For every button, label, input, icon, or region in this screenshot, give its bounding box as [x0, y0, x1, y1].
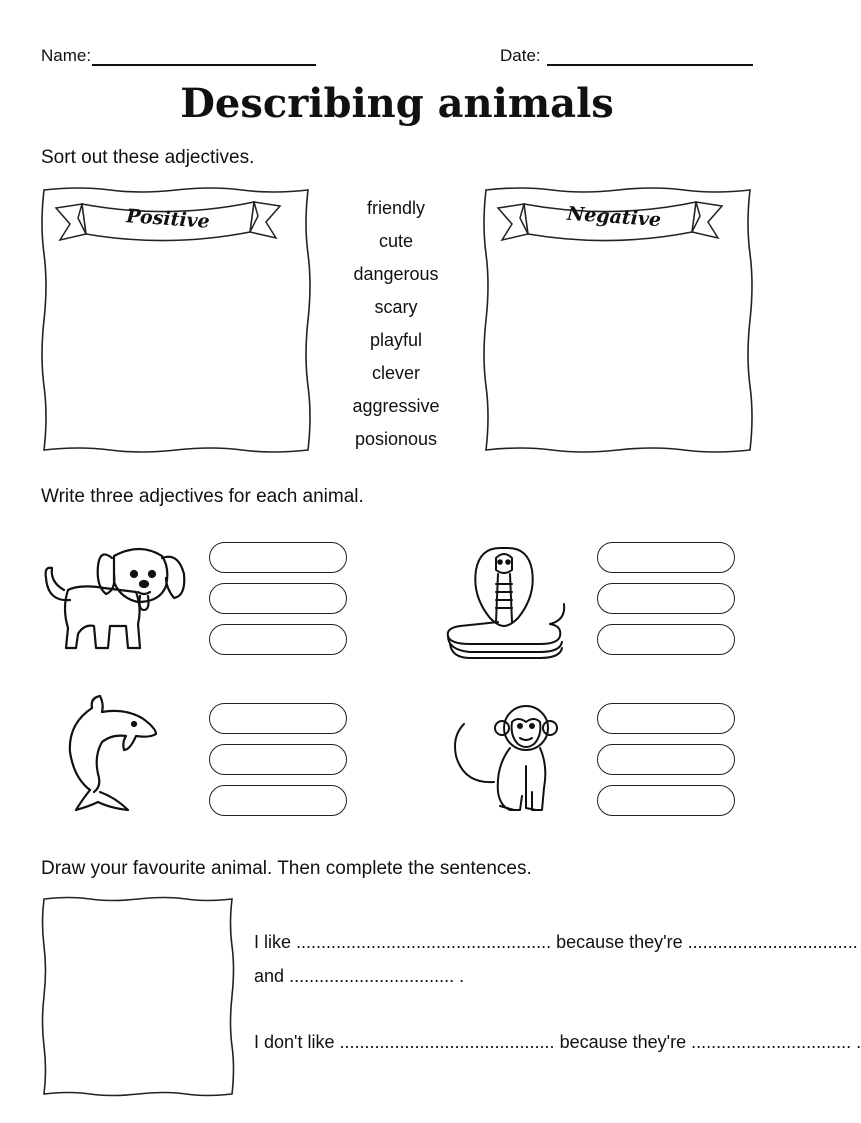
cobra-icon	[440, 540, 570, 662]
blank-field[interactable]: .................................	[289, 966, 455, 986]
monkey-icon	[444, 696, 568, 820]
page-title: Describing animals	[180, 80, 614, 127]
answer-field[interactable]	[209, 624, 347, 655]
answer-field[interactable]	[597, 583, 735, 614]
answer-field[interactable]	[597, 703, 735, 734]
blank-field[interactable]: ...................................................	[296, 932, 552, 952]
answer-field[interactable]	[209, 744, 347, 775]
sentence-text: I like	[254, 932, 292, 952]
sentence-like-line1	[254, 932, 858, 953]
drawing-box[interactable]	[40, 894, 236, 1100]
answer-field[interactable]	[209, 785, 347, 816]
sentence-text: because they're	[559, 1032, 687, 1052]
answer-field[interactable]	[209, 583, 347, 614]
answer-field[interactable]	[597, 542, 735, 573]
name-label: Name:	[41, 46, 92, 65]
sort-instruction: Sort out these adjectives.	[41, 147, 255, 168]
date-line[interactable]	[547, 64, 753, 66]
adjective-word: aggressive	[352, 396, 440, 416]
adjective-word: scary	[374, 297, 418, 317]
adjective-word: friendly	[366, 198, 426, 218]
sentence-like-line2	[254, 966, 464, 987]
blank-field[interactable]: ..................................	[687, 932, 858, 952]
adjective-word: playful	[369, 330, 423, 350]
date-label: Date:	[500, 46, 541, 65]
adjective-word: posionous	[354, 429, 438, 449]
sentence-text: I don't like	[254, 1032, 335, 1052]
adjective-list	[340, 192, 452, 456]
sentence-text: because they're	[556, 932, 683, 952]
draw-instruction: Draw your favourite animal. Then complete the sentences.	[41, 858, 532, 879]
negative-label: Negative	[566, 202, 662, 232]
positive-label: Positive	[125, 205, 211, 233]
sentence-dislike	[254, 1032, 861, 1053]
answer-field[interactable]	[209, 703, 347, 734]
sentence-text: .	[856, 1032, 861, 1052]
answer-field[interactable]	[597, 624, 735, 655]
dolphin-icon	[60, 690, 170, 820]
adjective-word: dangerous	[353, 264, 439, 284]
answer-field[interactable]	[209, 542, 347, 573]
adjective-word: clever	[371, 363, 420, 383]
dog-icon	[40, 538, 190, 656]
describe-instruction: Write three adjectives for each animal.	[41, 486, 364, 507]
name-line[interactable]	[92, 64, 316, 66]
answer-field[interactable]	[597, 744, 735, 775]
blank-field[interactable]: ...........................................	[339, 1032, 555, 1052]
sentence-text: and	[254, 966, 285, 986]
sentence-text: .	[459, 966, 465, 986]
blank-field[interactable]: ................................	[691, 1032, 852, 1052]
adjective-word: cute	[378, 231, 414, 251]
answer-field[interactable]	[597, 785, 735, 816]
